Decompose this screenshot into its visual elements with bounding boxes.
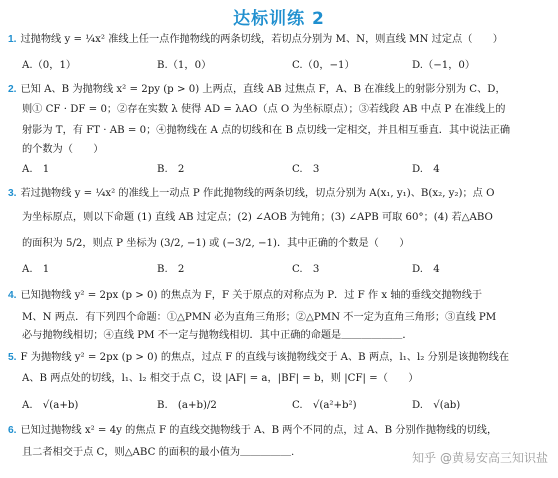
question-5-line-2: A、B 两点处的切线，l₁、l₂ 相交于点 C，设 |AF| = a，|BF| = b，则 |CF| =（ ） (22, 373, 419, 384)
question-5-line-1 (8, 351, 553, 365)
question-number: 1. (8, 34, 17, 45)
choice-b: B.（1，0） (157, 60, 212, 71)
question-2-line-2: 则① CF · DF = 0；②存在实数 λ 使得 AD = λAO（点 O 为坐标原点）；③若线段 AB 中点 P 在准线上的 (22, 104, 506, 115)
question-2-choices (22, 163, 552, 177)
choice-d: D. √(ab) (412, 400, 461, 411)
choice-b: B. 2 (157, 264, 185, 275)
question-4-line-2: M、N 两点．有下列四个命题：①△PMN 必为直角三角形；②△PMN 不一定为直角三角形；③直线 PM (22, 312, 497, 323)
page-title: 达标训练 2 (233, 9, 325, 29)
watermark: 知乎 @黄易安高三知识盐 (412, 451, 548, 465)
choice-d: D. 4 (412, 264, 440, 275)
question-number: 3. (8, 188, 17, 199)
question-2-line-4: 的个数为（ ） (22, 144, 104, 155)
choice-d: D.（−1，0） (412, 60, 476, 71)
choice-a: A. 1 (22, 164, 50, 175)
question-1-choices (22, 59, 552, 73)
question-number: 4. (8, 290, 17, 301)
question-4-line-3: 必与抛物线相切；④直线 PM 不一定与抛物线相切．其中正确的命题是＿＿＿＿＿＿． (22, 330, 413, 341)
choice-b: B. (a+b)/2 (157, 400, 217, 411)
question-number: 6. (8, 425, 17, 436)
question-number: 5. (8, 352, 17, 363)
question-stem: 已知过抛物线 x² = 4y 的焦点 F 的直线交抛物线于 A、B 两个不同的点，过 A、B 分别作抛物线的切线， (20, 425, 498, 436)
choice-d: D. 4 (412, 164, 440, 175)
question-3-choices (22, 263, 552, 277)
choice-c: C. 3 (292, 264, 320, 275)
choice-c: C. 3 (292, 164, 320, 175)
question-stem: 已知抛物线 y² = 2px (p > 0) 的焦点为 F，F 关于原点的对称点为 P．过 F 作 x 轴的垂线交抛物线于 (20, 290, 483, 301)
question-4-line-1 (8, 289, 553, 303)
question-stem: 已知 A、B 为抛物线 x² = 2py (p > 0) 上两点，直线 AB 过焦点 F，A、B 在准线上的射影分别为 C、D， (20, 84, 506, 95)
choice-a: A. 1 (22, 264, 50, 275)
question-2-line-1 (8, 83, 553, 97)
question-stem: 过抛物线 y = ¼x² 准线上任一点作抛物线的两条切线，若切点分别为 M、N，则直线 MN 过定点（ ） (20, 34, 503, 45)
question-stem: 若过抛物线 y = ¼x² 的准线上一动点 P 作此抛物线的两条切线，切点分别为 A(x₁, y₁)、B(x₂, y₂)；点 O (20, 188, 495, 199)
choice-a: A. √(a+b) (22, 400, 79, 411)
question-number: 2. (8, 84, 17, 95)
question-3-line-2: 为坐标原点，则以下命题 (1) 直线 AB 过定点；(2) ∠AOB 为钝角；(3) ∠APB 可取 60°；(4) 若△ABO (22, 212, 493, 223)
question-3-line-3: 的面积为 5/2，则点 P 坐标为 (3/2, −1) 或 (−3/2, −1)．其中正确的个数是（ ） (22, 238, 410, 249)
choice-a: A.（0，1） (22, 60, 77, 71)
question-5-choices (22, 399, 552, 413)
choice-c: C.（0，−1） (292, 60, 355, 71)
question-2-line-3: 射影为 T，有 FT · AB = 0；④抛物线在 A 点的切线和在 B 点切线一定相交，并且相互垂直．其中说法正确 (22, 125, 511, 136)
question-3-line-1 (8, 187, 553, 201)
question-1 (8, 33, 553, 47)
choice-c: C. √(a²+b²) (292, 400, 357, 411)
choice-b: B. 2 (157, 164, 185, 175)
question-stem: F 为抛物线 y² = 2px (p > 0) 的焦点，过点 F 的直线与该抛物线交于 A、B 两点，l₁、l₂ 分别是该抛物线在 (20, 352, 510, 363)
question-6-line-1 (8, 424, 553, 438)
question-6-line-2: 且二者相交于点 C，则△ABC 的面积的最小值为＿＿＿＿＿. (22, 447, 295, 458)
